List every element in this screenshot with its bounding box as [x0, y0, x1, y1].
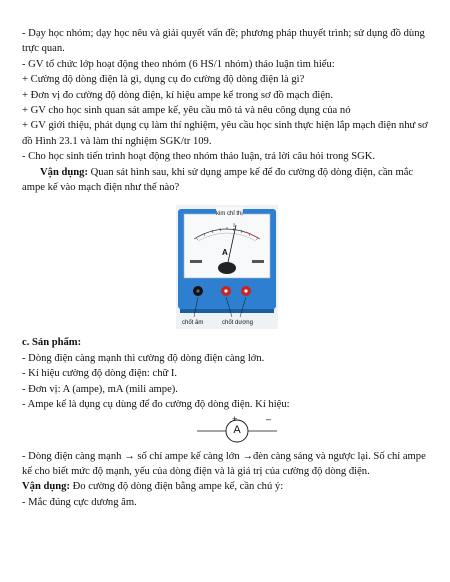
- apply-note: [22, 479, 432, 494]
- product-heading: c. Sản phẩm:: [22, 337, 82, 349]
- negative-terminal-label: chốt âm: [182, 320, 204, 327]
- intro-line-3: + Cường độ dòng điện là gì, dụng cụ đo cường độ dòng điện là gì?: [22, 74, 305, 86]
- product-line-1: - Dòng điện càng mạnh thì cường độ dòng điện càng lớn.: [22, 352, 265, 364]
- intro-line-2: - GV tổ chức lớp hoạt động theo nhóm (6 HS/1 nhóm) thảo luận tìm hiểu:: [22, 58, 335, 70]
- last-line: - Mắc đúng cực dương âm.: [22, 496, 137, 508]
- symbol-plus: +: [232, 413, 238, 424]
- needle-label: kim chỉ thị: [216, 207, 243, 222]
- product-line-2: - Kí hiệu cường độ dòng điện: chữ I.: [22, 368, 178, 380]
- apply-label: Vận dụng:: [40, 166, 88, 178]
- product-line-5: - Dòng điện càng mạnh → số chỉ ampe kế càng lớn →đèn càng sáng và ngược lại. Số chỉ ampe kế cho biết mức độ mạnh, yếu của dòng điện và là giá trị của cường độ dòng điện.: [22, 450, 426, 477]
- document-page: [22, 26, 432, 510]
- intro-line-6: + GV giới thiệu, phát dụng cụ làm thí nghiệm, yêu cầu học sinh thực hiện lắp mạch điện như sơ đồ Hình 23.1 và làm thí nghiệm SGK/tr 109.: [22, 120, 428, 147]
- intro-line-1: - Dạy học nhóm; dạy học nêu và giải quyết vấn đề; phương pháp thuyết trình; sử dụng đồ dùng trực quan.: [22, 28, 425, 55]
- ammeter-figure: [176, 205, 278, 329]
- intro-line-7: - Cho học sinh tiến trình hoạt động theo nhóm thảo luận, trả lời câu hỏi trong SGK.: [22, 151, 376, 163]
- apply2-text: Đo cường độ dòng điện bằng ampe kế, cần chú ý:: [70, 481, 284, 493]
- product-line-4: - Ampe kế là dụng cụ dùng để đo cường độ dòng điện. Kí hiệu:: [22, 399, 290, 411]
- product-line-3: - Đơn vị: A (ampe), mA (mili ampe).: [22, 383, 178, 395]
- meter-letter: A: [222, 248, 228, 258]
- apply-question: [22, 165, 432, 196]
- intro-line-5: + GV cho học sinh quan sát ampe kế, yêu cầu mô tả và nêu công dụng của nó: [22, 105, 351, 117]
- positive-terminal-label: chốt dương: [222, 320, 253, 327]
- symbol-minus: –: [266, 413, 272, 424]
- intro-line-4: + Đơn vị đo cường độ dòng điện, kí hiệu ampe kế trong sơ đồ mạch điện.: [22, 89, 333, 101]
- apply-text: Quan sát hình sau, khi sử dụng ampe kế để đo cường độ dòng điện, cần mắc ampe kế vào mạch điện như thế nào?: [22, 166, 414, 194]
- ammeter-symbol: [22, 415, 432, 447]
- ammeter-illustration: [176, 205, 278, 329]
- apply2-label: Vận dụng:: [22, 481, 70, 493]
- symbol-letter: A: [233, 423, 241, 436]
